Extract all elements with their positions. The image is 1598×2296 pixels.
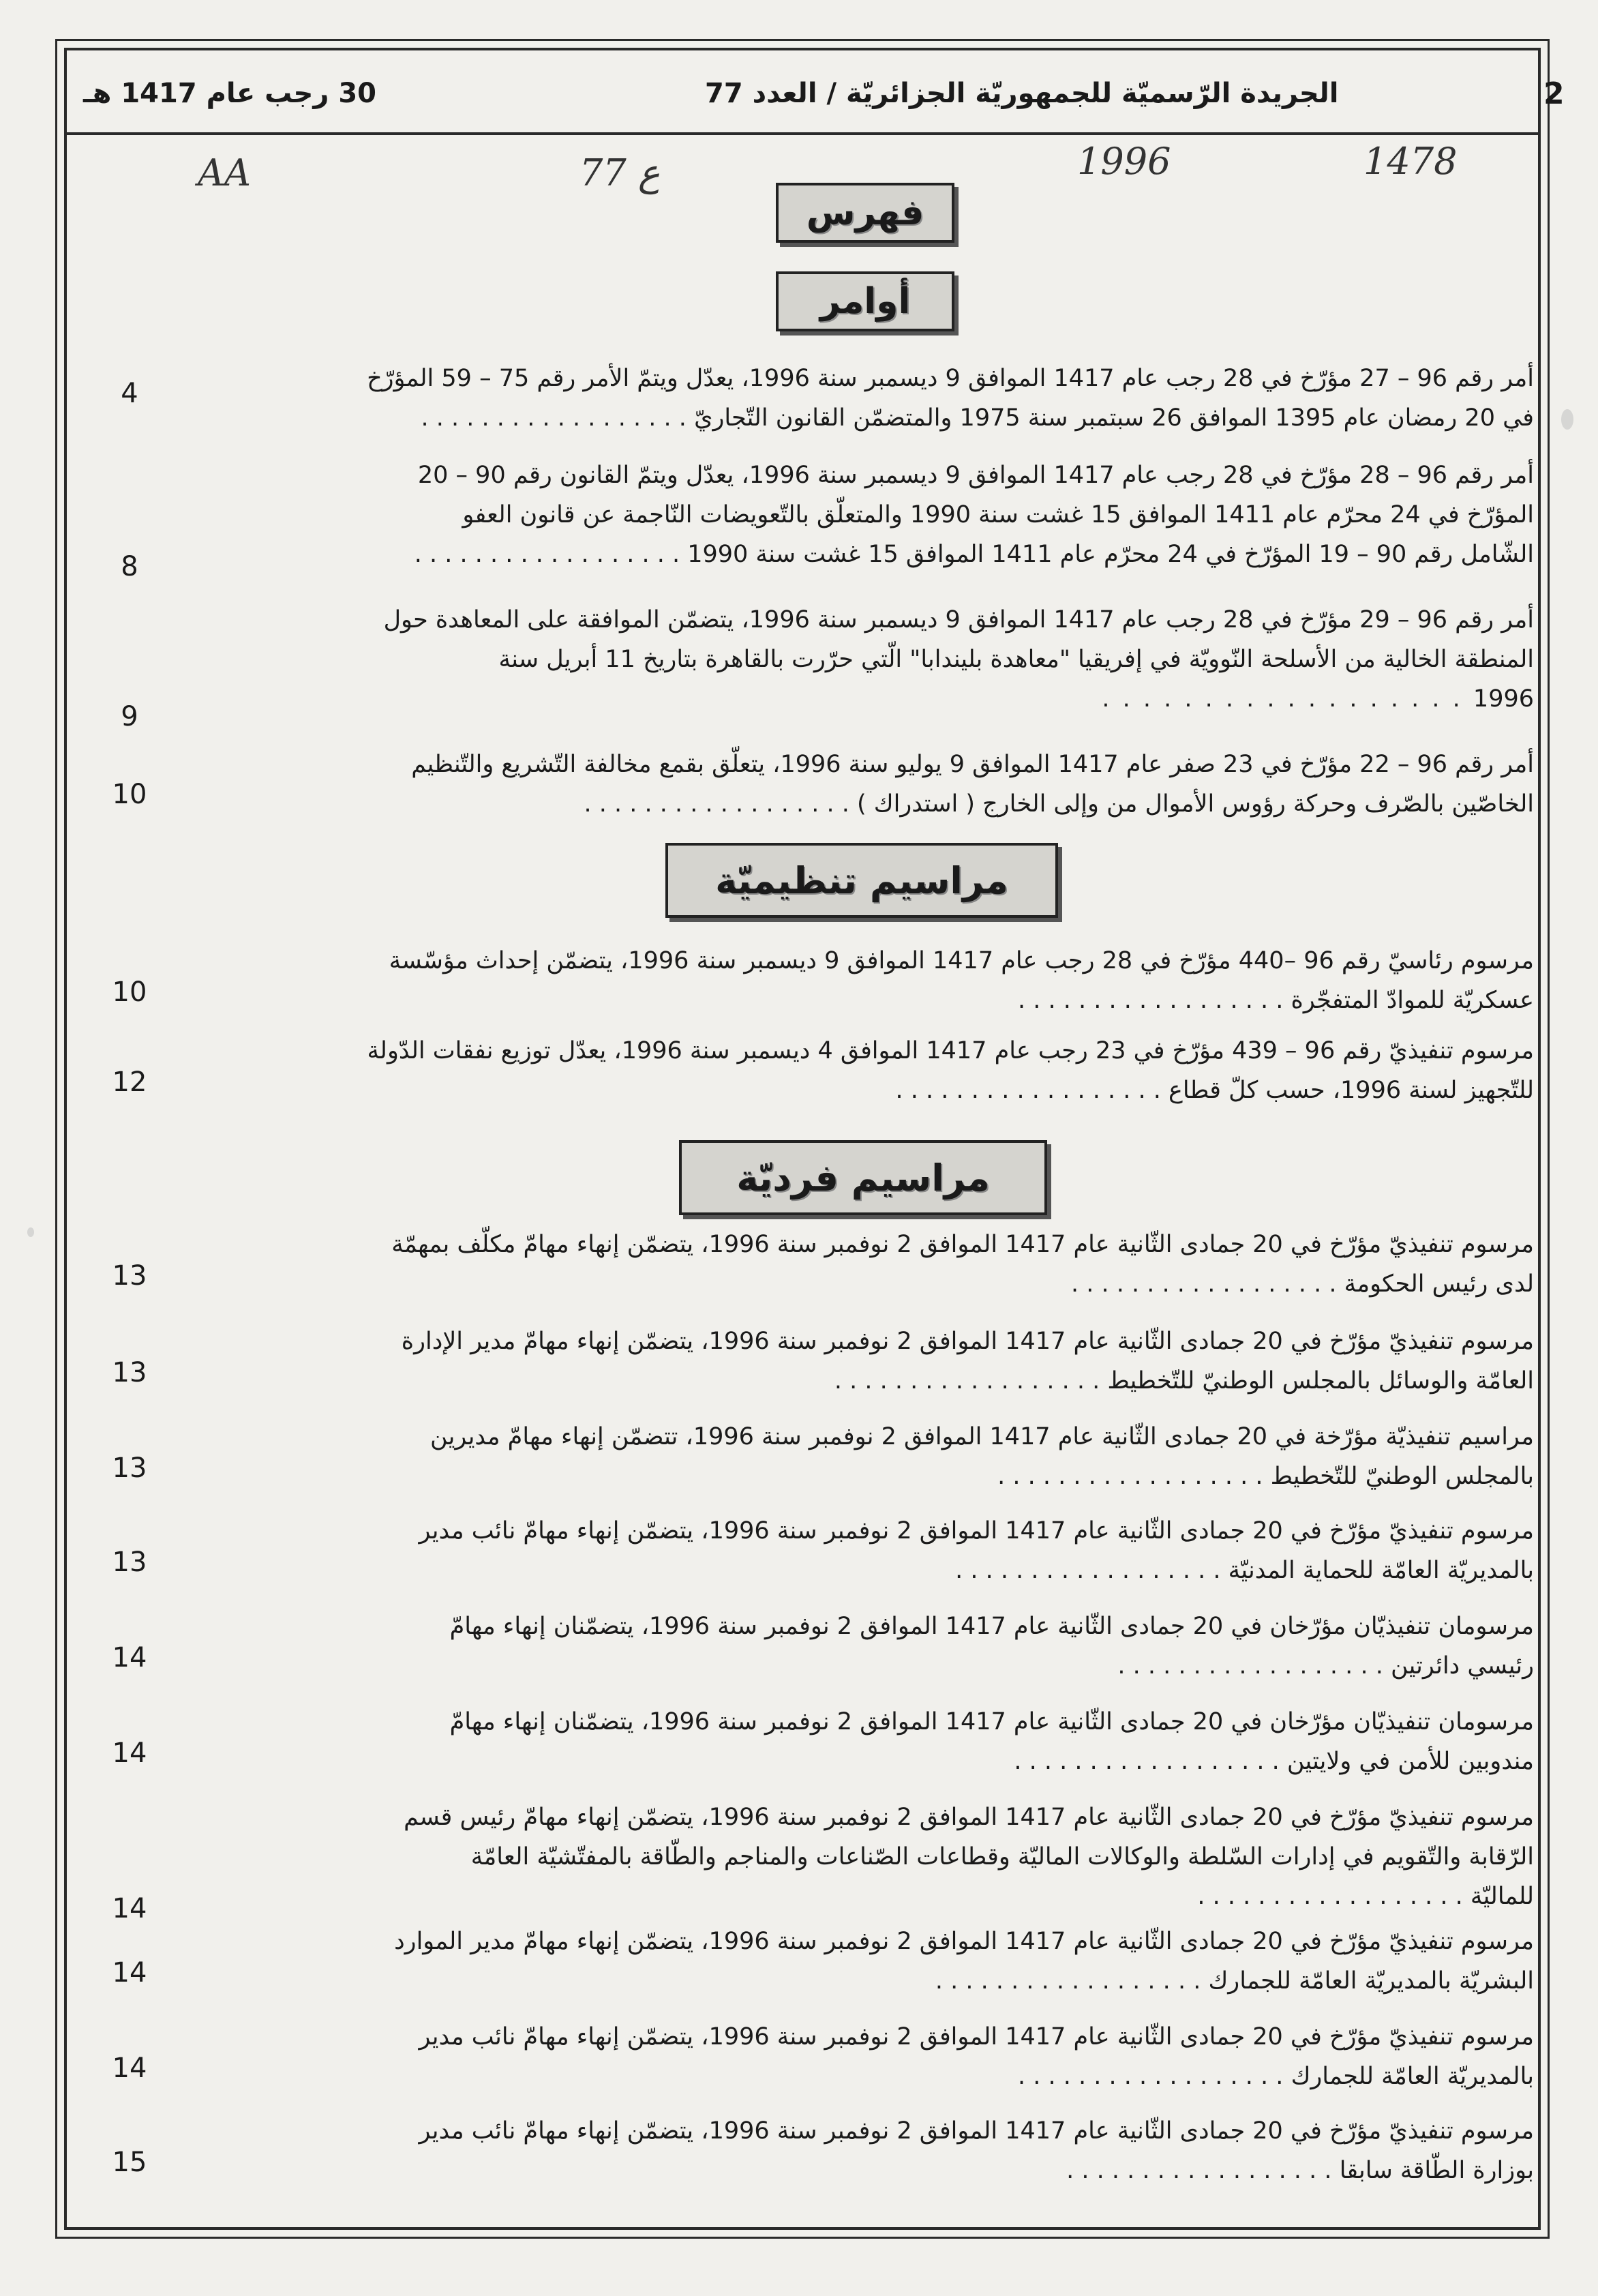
toc-page-number: 10: [112, 976, 147, 1008]
toc-entry-line: عسكريّة للموادّ المتفجّرة . . . . . . . . . . . . . . . . . .: [1017, 987, 1534, 1014]
toc-entry-line: لدى رئيس الحكومة . . . . . . . . . . . . . . . . . .: [1071, 1270, 1534, 1298]
toc-entry-line: مرسوم تنفيذيّ مؤرّخ في 20 جمادى الثّانية عام 1417 الموافق 2 نوفمبر سنة 1996، يتضمّن إنهاء مهامّ مدير الموارد: [394, 1928, 1534, 1955]
toc-entry: [198, 745, 1534, 824]
leader-dots: . . . . . . . . . . . . . . . . . .: [1014, 1748, 1287, 1775]
toc-entry: [198, 359, 1534, 438]
paper-speck: [1561, 409, 1573, 430]
toc-page-number: 12: [112, 1067, 147, 1098]
toc-entry: [198, 1417, 1534, 1496]
leader-dots: . . . . . . . . . . . . . . . . . .: [1017, 987, 1291, 1014]
toc-entry-line: 1996 . . . . . . . . . . . . . . . . . .: [1102, 685, 1534, 713]
toc-page-number: 13: [112, 1357, 147, 1388]
toc-entry-line: مرسوم تنفيذيّ مؤرّخ في 20 جمادى الثّانية عام 1417 الموافق 2 نوفمبر سنة 1996، يتضمّن إنهاء مهامّ مدير الإدارة: [401, 1328, 1534, 1355]
toc-page-number: 14: [112, 2053, 147, 2084]
leader-dots: . . . . . . . . . . . . . . . . . .: [1197, 1883, 1471, 1910]
toc-entry-line: رئيسي دائرتين . . . . . . . . . . . . . . . . . .: [1117, 1652, 1534, 1680]
toc-entry: [198, 1922, 1534, 2001]
leader-dots: . . . . . . . . . . . . . . . . . .: [955, 1557, 1228, 1584]
toc-entry-line: للماليّة . . . . . . . . . . . . . . . . . .: [1197, 1883, 1534, 1910]
toc-entry-line: مرسوم تنفيذيّ رقم 96 – 439 مؤرّخ في 23 رجب عام 1417 الموافق 4 ديسمبر سنة 1996، يعدّل توزيع نفقات الدّولة: [367, 1037, 1534, 1064]
section-individual-label: مراسيم فرديّة: [736, 1156, 990, 1199]
toc-entry-line: مرسوم تنفيذيّ مؤرّخ في 20 جمادى الثّانية عام 1417 الموافق 2 نوفمبر سنة 1996، يتضمّن إنهاء مهامّ نائب مدير: [419, 2023, 1534, 2051]
handwritten-left: AA: [198, 151, 251, 194]
toc-page-number: 4: [121, 378, 138, 409]
section-orders-label: أوامر: [819, 281, 911, 322]
toc-entry-line: العامّة والوسائل بالمجلس الوطنيّ للتّخطيط . . . . . . . . . . . . . . . . . .: [834, 1367, 1534, 1395]
toc-entry: [198, 2111, 1534, 2190]
toc-page-number: 10: [112, 779, 147, 810]
toc-entry-line: المنطقة الخالية من الأسلحة النّوويّة في إفريقيا "معاهدة بليندابا" الّتي حرّرت بالقاهرة بتاريخ 11 أبريل سنة: [498, 646, 1534, 673]
leader-dots: . . . . . . . . . . . . . . . . . .: [997, 1463, 1271, 1490]
toc-entry-line: مندوبين للأمن في ولايتين . . . . . . . . . . . . . . . . . .: [1014, 1748, 1534, 1775]
toc-entry-line: بالمديريّة العامّة للحماية المدنيّة . . . . . . . . . . . . . . . . . .: [955, 1557, 1534, 1584]
toc-entry-line: مرسوم تنفيذيّ مؤرّخ في 20 جمادى الثّانية عام 1417 الموافق 2 نوفمبر سنة 1996، يتضمّن إنهاء مهامّ نائب مدير: [419, 1517, 1534, 1545]
header-page-number: 2: [1543, 76, 1565, 111]
toc-entry-line: أمر رقم 96 – 28 مؤرّخ في 28 رجب عام 1417 الموافق 9 ديسمبر سنة 1996، يعدّل ويتمّ القانون رقم 90 – 20: [417, 462, 1534, 489]
leader-dots: . . . . . . . . . . . . . . . . . .: [1071, 1270, 1344, 1298]
paper-speck: [27, 1227, 34, 1237]
toc-entry-line: الخاصّين بالصّرف وحركة رؤوس الأموال من وإلى الخارج ( استدراك ) . . . . . . . . . . . . . . . . . .: [584, 790, 1534, 818]
toc-page-number: 13: [112, 1452, 147, 1484]
toc-entry-line: أمر رقم 96 – 27 مؤرّخ في 28 رجب عام 1417 الموافق 9 ديسمبر سنة 1996، يعدّل ويتمّ الأمر رقم 75 – 59 المؤرّخ: [367, 365, 1534, 392]
toc-entry: [198, 1607, 1534, 1686]
toc-page-number: 9: [121, 701, 138, 732]
toc-entry: [198, 1798, 1534, 1916]
toc-entry: [198, 1031, 1534, 1110]
toc-entry-line: مراسيم تنفيذيّة مؤرّخة في 20 جمادى الثّانية عام 1417 الموافق 2 نوفمبر سنة 1996، تتضمّن إنهاء مهامّ مديرين: [430, 1423, 1534, 1450]
toc-entry-line: للتّجهيز لسنة 1996، حسب كلّ قطاع . . . . . . . . . . . . . . . . . .: [895, 1077, 1534, 1104]
toc-entry-line: مرسومان تنفيذيّان مؤرّخان في 20 جمادى الثّانية عام 1417 الموافق 2 نوفمبر سنة 1996، يتضمّنان إنهاء مهامّ: [449, 1613, 1534, 1640]
section-regulatory-label: مراسيم تنظيميّة: [715, 859, 1008, 902]
section-index-label: فهرس: [806, 192, 924, 233]
section-regulatory-heading: [665, 843, 1058, 918]
section-individual-heading: [679, 1140, 1047, 1215]
toc-page-number: 8: [121, 551, 138, 582]
toc-page-number: 13: [112, 1547, 147, 1578]
toc-entry-line: أمر رقم 96 – 22 مؤرّخ في 23 صفر عام 1417 الموافق 9 يوليو سنة 1996، يتعلّق بقمع مخالفة التّشريع والتّنظيم: [411, 751, 1534, 778]
toc-entry-line: بالمديريّة العامّة للجمارك . . . . . . . . . . . . . . . . . .: [1018, 2063, 1534, 2090]
leader-dots: . . . . . . . . . . . . . . . . . .: [421, 404, 695, 432]
leader-dots: . . . . . . . . . . . . . . . . . .: [1102, 685, 1473, 713]
toc-entry: [198, 1322, 1534, 1401]
section-orders-heading: [776, 271, 954, 331]
toc-entry-line: المؤرّخ في 24 محرّم عام 1411 الموافق 15 غشت سنة 1990 والمتعلّق بالتّعويضات النّاجمة عن قانون العفو: [462, 501, 1534, 528]
toc-page-number: 14: [112, 1642, 147, 1673]
toc-entry-line: مرسومان تنفيذيّان مؤرّخان في 20 جمادى الثّانية عام 1417 الموافق 2 نوفمبر سنة 1996، يتضمّنان إنهاء مهامّ: [449, 1708, 1534, 1735]
header-date: 30 رجب عام 1417 هـ: [83, 78, 376, 109]
toc-entry: [198, 1702, 1534, 1781]
toc-page-number: 14: [112, 1738, 147, 1769]
toc-page-number: 14: [112, 1957, 147, 1988]
toc-entry-line: مرسوم تنفيذيّ مؤرّخ في 20 جمادى الثّانية عام 1417 الموافق 2 نوفمبر سنة 1996، يتضمّن إنهاء مهامّ نائب مدير: [419, 2117, 1534, 2145]
toc-entry-line: مرسوم تنفيذيّ مؤرّخ في 20 جمادى الثّانية عام 1417 الموافق 2 نوفمبر سنة 1996، يتضمّن إنهاء مهامّ رئيس قسم: [404, 1804, 1534, 1831]
toc-entry-line: مرسوم رئاسيّ رقم 96 –440 مؤرّخ في 28 رجب عام 1417 الموافق 9 ديسمبر سنة 1996، يتضمّن إحداث مؤسّسة: [389, 947, 1534, 974]
header-title: الجريدة الرّسميّة للجمهوريّة الجزائريّة / العدد 77: [705, 78, 1339, 109]
toc-entry: [198, 456, 1534, 574]
leader-dots: . . . . . . . . . . . . . . . . . .: [1066, 2157, 1340, 2184]
handwritten-year: 1996: [1077, 140, 1171, 183]
leader-dots: . . . . . . . . . . . . . . . . . .: [895, 1077, 1169, 1104]
toc-entry: [198, 600, 1534, 719]
toc-entry-line: بالمجلس الوطنيّ للتّخطيط . . . . . . . . . . . . . . . . . .: [997, 1463, 1534, 1490]
toc-entry-line: الرّقابة والتّقويم في إدارات السّلطة والوكالات الماليّة وقطاعات الصّناعات والمناجم والطّاقة بالمفتّشيّة العامّة: [470, 1843, 1534, 1870]
toc-page-number: 13: [112, 1260, 147, 1292]
handwritten-issue: 77 ع: [579, 151, 661, 194]
toc-entry-line: بوزارة الطّاقة سابقا . . . . . . . . . . . . . . . . . .: [1066, 2157, 1534, 2184]
toc-entry: [198, 941, 1534, 1020]
toc-entry: [198, 1225, 1534, 1304]
toc-entry: [198, 2017, 1534, 2096]
leader-dots: . . . . . . . . . . . . . . . . . .: [1117, 1652, 1391, 1680]
leader-dots: . . . . . . . . . . . . . . . . . .: [935, 1967, 1209, 1995]
gazette-header: [64, 55, 1565, 135]
section-index-heading: [776, 183, 954, 243]
leader-dots: . . . . . . . . . . . . . . . . . .: [1018, 2063, 1291, 2090]
leader-dots: . . . . . . . . . . . . . . . . . .: [834, 1367, 1108, 1395]
toc-page-number: 15: [112, 2147, 147, 2178]
leader-dots: . . . . . . . . . . . . . . . . . .: [414, 541, 688, 568]
leader-dots: . . . . . . . . . . . . . . . . . .: [584, 790, 858, 818]
toc-page-number: 14: [112, 1893, 147, 1924]
toc-entry-line: الشّامل رقم 90 – 19 المؤرّخ في 24 محرّم عام 1411 الموافق 15 غشت سنة 1990 . . . . . . . . . . . . . . . . . .: [414, 541, 1534, 568]
toc-entry-line: مرسوم تنفيذيّ مؤرّخ في 20 جمادى الثّانية عام 1417 الموافق 2 نوفمبر سنة 1996، يتضمّن إنهاء مهامّ مكلّف بمهمّة: [391, 1231, 1534, 1258]
toc-entry-line: أمر رقم 96 – 29 مؤرّخ في 28 رجب عام 1417 الموافق 9 ديسمبر سنة 1996، يتضمّن الموافقة على المعاهدة حول: [383, 606, 1534, 633]
handwritten-number: 1478: [1363, 140, 1458, 183]
toc-entry-line: البشريّة بالمديريّة العامّة للجمارك . . . . . . . . . . . . . . . . . .: [935, 1967, 1534, 1995]
toc-entry-line: في 20 رمضان عام 1395 الموافق 26 سبتمبر سنة 1975 والمتضمّن القانون التّجاريّ . . . . . . . . . . . . . . . . . .: [421, 404, 1534, 432]
toc-entry: [198, 1511, 1534, 1590]
